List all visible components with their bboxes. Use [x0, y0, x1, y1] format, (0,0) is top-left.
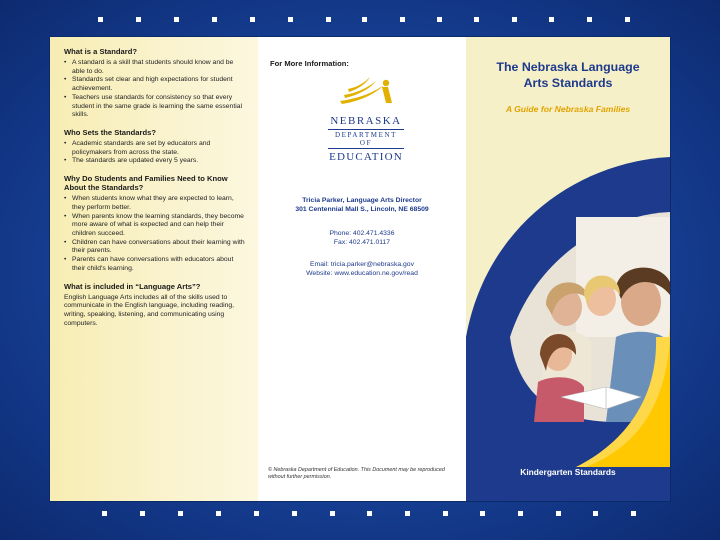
list-item: • When students know what they are expected to learn, they perform better. [64, 195, 248, 212]
bottom-dot-row [0, 508, 720, 520]
decor-dot [178, 511, 183, 516]
decor-dot [136, 17, 141, 22]
decor-dot [292, 511, 297, 516]
decor-dot [330, 511, 335, 516]
section-heading: What is a Standard? [64, 47, 137, 56]
section-heading: Why Do Students and Families Need to Know About the Standards? [64, 174, 228, 193]
bullet-list [64, 140, 248, 166]
decor-dot [250, 17, 255, 22]
decor-dot [443, 511, 448, 516]
logo-line-nebraska: NEBRASKA [330, 115, 402, 127]
contact-name: Tricia Parker, Language Arts Director [302, 197, 422, 204]
section-paragraph: English Language Arts includes all of the skills used to communicate in the English language, including reading, writing, speaking, listening, and communicating using computers. [64, 293, 235, 328]
decor-dot [512, 17, 517, 22]
decor-dot [437, 17, 442, 22]
section-heading: Who Sets the Standards? [64, 127, 156, 137]
bullet-list [64, 59, 248, 120]
decor-dot [400, 17, 405, 22]
list-item: • Standards set clear and high expectations for student achievement. [64, 76, 248, 93]
bullet-list [64, 195, 248, 273]
decor-dot [254, 511, 259, 516]
decor-dot [625, 17, 630, 22]
decor-dot [288, 17, 293, 22]
more-info-heading: For More Information: [270, 59, 349, 68]
decor-dot [480, 511, 485, 516]
title-line-1: The Nebraska Language [496, 60, 640, 74]
decor-dot [362, 17, 367, 22]
email-link[interactable]: Email: tricia.parker@nebraska.gov [310, 261, 414, 268]
decor-dot [587, 17, 592, 22]
contact-address: 301 Centennial Mall S., Lincoln, NE 68509 [295, 205, 429, 213]
decor-dot [556, 511, 561, 516]
decor-dot [405, 511, 410, 516]
decor-dot [518, 511, 523, 516]
list-item: • Children can have conversations about their learning with their parents. [64, 239, 248, 256]
logo-line-education: EDUCATION [329, 151, 403, 163]
section-heading: What is included in “Language Arts”? [64, 281, 201, 291]
list-item: • When parents know the learning standards, they become more aware of what is expected and can help their children succeed. [64, 213, 248, 239]
decor-dot [474, 17, 479, 22]
fax-number: Fax: 402.471.0117 [333, 238, 391, 246]
panel-left [50, 37, 258, 501]
top-dot-row [0, 14, 720, 26]
web-block [258, 261, 466, 279]
list-item: • A standard is a skill that students should know and be able to do. [64, 59, 248, 76]
list-item: • Academic standards are set by educators and policymakers from across the state. [64, 140, 248, 157]
decor-dot [102, 511, 107, 516]
grade-label: Kindergarten Standards [520, 467, 616, 477]
decor-dot [631, 511, 636, 516]
title-line-2: Arts Standards [523, 76, 613, 91]
decor-dot [140, 511, 145, 516]
decor-dot [549, 17, 554, 22]
list-item: • Parents can have conversations with educators about their child's learning. [64, 256, 248, 273]
decor-dot [212, 17, 217, 22]
brochure-subtitle: A Guide for Nebraska Families [505, 104, 631, 114]
logo-line-department: DEPARTMENT OF [328, 129, 404, 149]
phone-number: Phone: 402.471.4336 [329, 230, 395, 237]
decor-dot [367, 511, 372, 516]
sower-icon [336, 73, 396, 113]
decor-dot [593, 511, 598, 516]
panel-middle [258, 37, 466, 501]
panel-right [466, 37, 670, 501]
contact-block [258, 197, 466, 215]
phone-block [258, 230, 466, 248]
decor-dot [98, 17, 103, 22]
website-link[interactable]: Website: www.education.ne.gov/read [306, 269, 418, 277]
brochure [50, 37, 670, 501]
decor-dot [216, 511, 221, 516]
nde-logo [320, 73, 412, 193]
brochure-title [466, 59, 670, 91]
list-item: • The standards are updated every 5 years. [64, 157, 248, 166]
list-item: • Teachers use standards for consistency so that every student in the same grade is learning the same essential skills. [64, 94, 248, 120]
decor-dot [174, 17, 179, 22]
decor-dot [326, 17, 331, 22]
copyright-notice: © Nebraska Department of Education. This Document may be reproduced without further permission. [268, 467, 445, 481]
